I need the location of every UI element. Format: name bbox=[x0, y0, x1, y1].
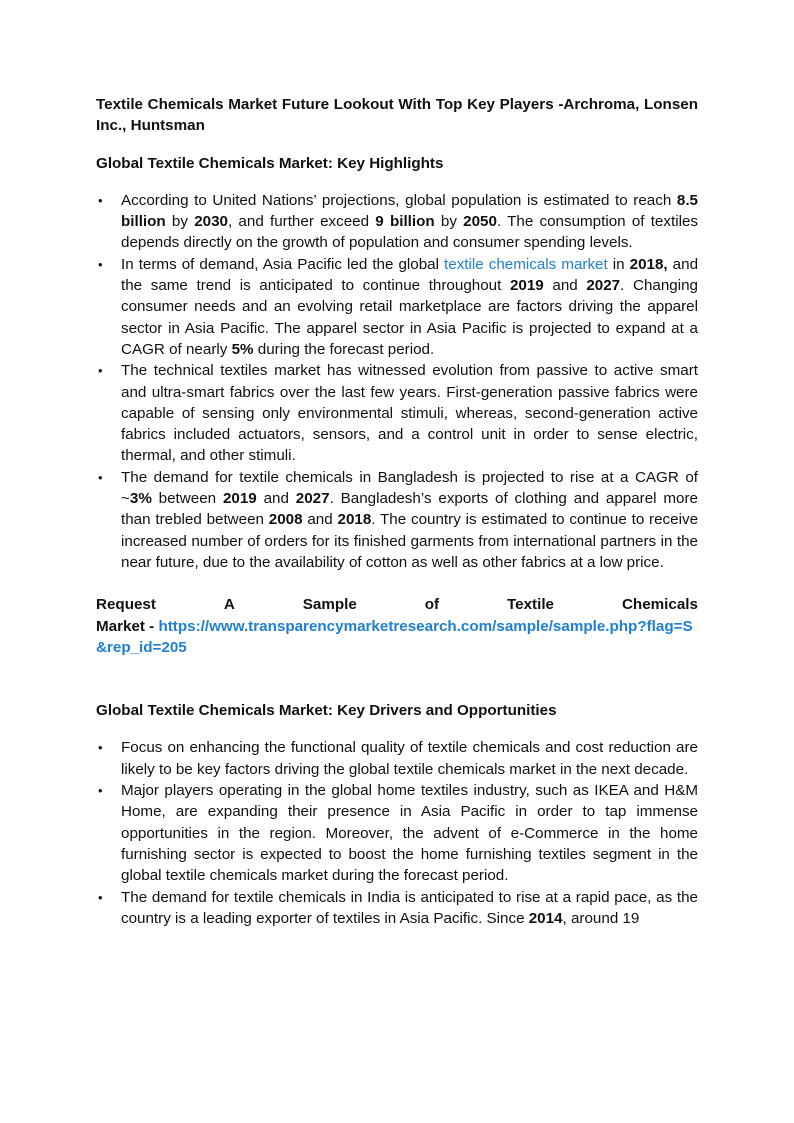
bullet-icon: • bbox=[98, 740, 103, 756]
bullet-icon: • bbox=[98, 256, 103, 272]
bullet-icon: • bbox=[98, 192, 103, 208]
bullet-icon: • bbox=[98, 363, 103, 379]
drivers-opportunities-list bbox=[96, 737, 698, 929]
bullet-icon: • bbox=[98, 469, 103, 485]
document-title: Textile Chemicals Market Future Lookout With Top Key Players -Archroma, Lonsen Inc., Huntsman bbox=[96, 96, 698, 135]
request-sample-heading: Request A Sample of Textile Chemicals bbox=[96, 596, 698, 614]
list-item: • In terms of demand, Asia Pacific led the global textile chemicals market in 2018, and the same trend is anticipated to continue throughout 2019 and 2027. Changing consumer needs and an evolving retail marketplace are factors driving the apparel sector in Asia Pacific. The apparel sector in Asia Pacific is projected to expand at a CAGR of nearly 5% during the forecast period. bbox=[98, 255, 699, 358]
bullet-icon: • bbox=[98, 783, 103, 799]
section-heading-drivers-opportunities: Global Textile Chemicals Market: Key Drivers and Opportunities bbox=[96, 702, 557, 720]
list-item: • According to United Nations’ projections, global population is estimated to reach 8.5 billion by 2030, and further exceed 9 billion by 2050. The consumption of textiles depends directly on the growth of population and consumer spending levels. bbox=[98, 191, 698, 252]
request-sample-label: Market - bbox=[96, 617, 159, 635]
key-highlights-list bbox=[96, 190, 698, 573]
textile-chemicals-market-link[interactable]: textile chemicals market bbox=[444, 255, 608, 273]
request-sample-link[interactable]: https://www.transparencymarketresearch.com/sample/sample.php?flag=S&rep_id=205 bbox=[96, 617, 693, 656]
list-item: • Major players operating in the global home textiles industry, such as IKEA and H&M Home, are expanding their presence in Asia Pacific in order to tap immense opportunities in the region. Moreover, the advent of e-Commerce in the home furnishing sector is expected to boost the home furnishing textiles segment in the global textile chemicals market during the forecast period. bbox=[98, 782, 698, 885]
section-heading-key-highlights: Global Textile Chemicals Market: Key Highlights bbox=[96, 154, 444, 172]
request-sample-block bbox=[96, 594, 698, 658]
document-page bbox=[96, 94, 698, 929]
list-item: • The technical textiles market has witnessed evolution from passive to active smart and ultra-smart fabrics over the last few years. First-generation passive fabrics were capable of sensing only environmental stimuli, whereas, second-generation active fabrics included actuators, sensors, and a control unit in order to sense electric, thermal, and other stimuli. bbox=[98, 362, 698, 465]
list-item: • The demand for textile chemicals in India is anticipated to rise at a rapid pace, as the country is a leading exporter of textiles in Asia Pacific. Since 2014, around 19 bbox=[98, 888, 698, 927]
list-item: • The demand for textile chemicals in Bangladesh is projected to rise at a CAGR of ~3% between 2019 and 2027. Bangladesh’s exports of clothing and apparel more than trebled between 2008 and 2018. The country is estimated to continue to receive increased number of orders for its finished garments from international partners in the near future, due to the availability of cotton as well as other fabrics at a low price. bbox=[98, 468, 699, 571]
bullet-icon: • bbox=[98, 889, 103, 905]
list-item: • Focus on enhancing the functional quality of textile chemicals and cost reduction are likely to be key factors driving the global textile chemicals market in the next decade. bbox=[98, 739, 698, 778]
